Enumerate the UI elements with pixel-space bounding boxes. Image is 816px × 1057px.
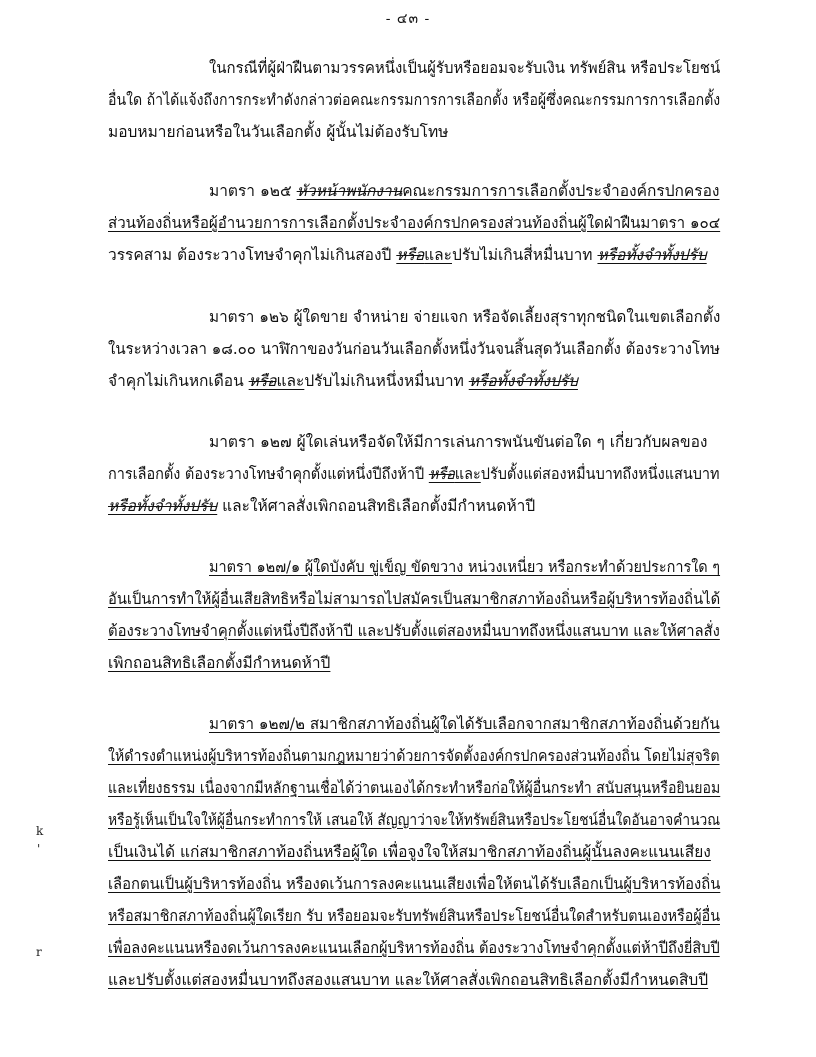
section-127-2-line: มาตรา ๑๒๗/๒ สมาชิกสภาท้องถิ่นผู้ใดได้รับเลือกจากสมาชิกสภาท้องถิ่นด้วยกัน: [209, 715, 720, 733]
paragraph-line: อื่นใด ถ้าได้แจ้งถึงการกระทำดังกล่าวต่อคณะกรรมการการเลือกตั้ง หรือผู้ซึ่งคณะกรรมการการเลือกตั้ง: [108, 91, 721, 109]
section-127-1-line: เพิกถอนสิทธิเลือกตั้งมีกำหนดห้าปี: [108, 654, 331, 672]
section-126-line: มาตรา ๑๒๖ ผู้ใดขาย จำหน่าย จ่ายแจก หรือจัดเลี้ยงสุราทุกชนิดในเขตเลือกตั้ง: [209, 308, 721, 326]
section-127-2-line: และปรับตั้งแต่สองหมื่นบาทถึงสองแสนบาท และให้ศาลสั่งเพิกถอนสิทธิเลือกตั้งมีกำหนดสิบปี: [108, 971, 709, 989]
section-125-line: ส่วนท้องถิ่นหรือผู้อำนวยการการเลือกตั้งประจำองค์กรปกครองส่วนท้องถิ่นผู้ใดฝ่าฝืนมาตรา ๑๐๔: [108, 214, 721, 232]
paragraph-line: ในกรณีที่ผู้ฝ่าฝืนตามวรรคหนึ่งเป็นผู้รับหรือยอมจะรับเงิน ทรัพย์สิน หรือประโยชน์: [209, 59, 721, 77]
amended-text: และ: [424, 246, 452, 264]
section-127-2-line: ให้ดำรงตำแหน่งผู้บริหารท้องถิ่นตามกฎหมายว่าด้วยการจัดตั้งองค์กรปกครองส่วนท้องถิ่น โดยไม่สุจริต: [108, 747, 720, 765]
section-127-1-line: ต้องระวางโทษจำคุกตั้งแต่หนึ่งปีถึงห้าปี และปรับตั้งแต่สองหมื่นบาทถึงหนึ่งแสนบาท และให้ศาลสั่ง: [108, 622, 720, 640]
section-127-1-line: อันเป็นการทำให้ผู้อื่นเสียสิทธิหรือไม่สามารถไปสมัครเป็นสมาชิกสภาท้องถิ่นหรือผู้บริหารท้องถิ่นได้: [108, 590, 721, 608]
page-number: - ๔๓ -: [385, 11, 431, 27]
section-127-line: การเลือกตั้ง ต้องระวางโทษจำคุกตั้งแต่หนึ่งปีถึงห้าปี หรือและปรับตั้งแต่สองหมื่นบาทถึงหนึ่งแสนบาท: [108, 465, 720, 483]
amended-text: คณะกรรมการการเลือกตั้งประจำองค์กรปกครอง: [402, 182, 720, 200]
struck-text: หัวหน้าพนักงาน: [296, 182, 403, 200]
section-127-2-line: เพื่อลงคะแนนหรืองดเว้นการลงคะแนนเลือกผู้บริหารท้องถิ่น ต้องระวางโทษจำคุกตั้งแต่ห้าปีถึงยี่สิบปี: [108, 939, 720, 957]
section-127-2-line: หรือรู้เห็นเป็นใจให้ผู้อื่นกระทำการให้ เสนอให้ สัญญาว่าจะให้ทรัพย์สินหรือประโยชน์อื่นใดอันอาจคำนวณ: [108, 811, 721, 829]
section-127-2-line: เลือกตนเป็นผู้บริหารท้องถิ่น หรืองดเว้นการลงคะแนนเสียงเพื่อให้ตนได้รับเลือกเป็นผู้บริหารท้องถิ่น: [108, 875, 721, 893]
section-number: มาตรา ๑๒๕: [209, 182, 297, 200]
margin-mark: ': [37, 842, 41, 856]
section-125-line: [209, 181, 720, 201]
section-125-line: วรรคสาม ต้องระวางโทษจำคุกไม่เกินสองปี หรือและปรับไม่เกินสี่หมื่นบาท หรือทั้งจำทั้งปรับ: [108, 246, 707, 264]
struck-text: หรือทั้งจำทั้งปรับ: [468, 372, 578, 390]
struck-text: หรือทั้งจำทั้งปรับ: [108, 497, 218, 515]
section-127-2-line: เป็นเงินได้ แก่สมาชิกสภาท้องถิ่นหรือผู้ใด เพื่อจูงใจให้สมาชิกสภาท้องถิ่นผู้นั้นลงคะแนนเสียง: [108, 843, 711, 861]
struck-text: หรือ: [428, 465, 455, 483]
section-127-1-line: มาตรา ๑๒๗/๑ ผู้ใดบังคับ ขู่เข็ญ ขัดขวาง หน่วงเหนี่ยว หรือกระทำด้วยประการใด ๆ: [209, 558, 721, 576]
margin-mark: r: [36, 945, 42, 959]
struck-text: หรือ: [396, 246, 425, 264]
paragraph-line: มอบหมายก่อนหรือในวันเลือกตั้ง ผู้นั้นไม่ต้องรับโทษ: [108, 123, 449, 141]
struck-text: หรือ: [248, 372, 277, 390]
amended-text: และ: [276, 372, 305, 390]
section-127-line: มาตรา ๑๒๗ ผู้ใดเล่นหรือจัดให้มีการเล่นการพนันขันต่อใด ๆ เกี่ยวกับผลของ: [209, 433, 708, 451]
section-126-line: ในระหว่างเวลา ๑๘.๐๐ นาฬิกาของวันก่อนวันเลือกตั้งหนึ่งวันจนสิ้นสุดวันเลือกตั้ง ต้องระวางโทษ: [108, 340, 720, 358]
section-127-line: หรือทั้งจำทั้งปรับ และให้ศาลสั่งเพิกถอนสิทธิเลือกตั้งมีกำหนดห้าปี: [108, 497, 536, 515]
section-127-2-line: และเที่ยงธรรม เนื่องจากมีหลักฐานเชื่อได้ว่าตนเองได้กระทำหรือก่อให้ผู้อื่นกระทำ สนับสนุนหรือยินยอม: [108, 779, 721, 797]
section-126-line: จำคุกไม่เกินหกเดือน หรือและปรับไม่เกินหนึ่งหมื่นบาท หรือทั้งจำทั้งปรับ: [108, 372, 578, 390]
margin-mark: k: [36, 824, 44, 838]
amended-text: และ: [454, 465, 481, 483]
section-127-2-line: หรือสมาชิกสภาท้องถิ่นผู้ใดเรียก รับ หรือยอมจะรับทรัพย์สินหรือประโยชน์อื่นใดสำหรับตนเองหรือผู้อื่น: [108, 907, 720, 925]
struck-text: หรือทั้งจำทั้งปรับ: [597, 246, 707, 264]
